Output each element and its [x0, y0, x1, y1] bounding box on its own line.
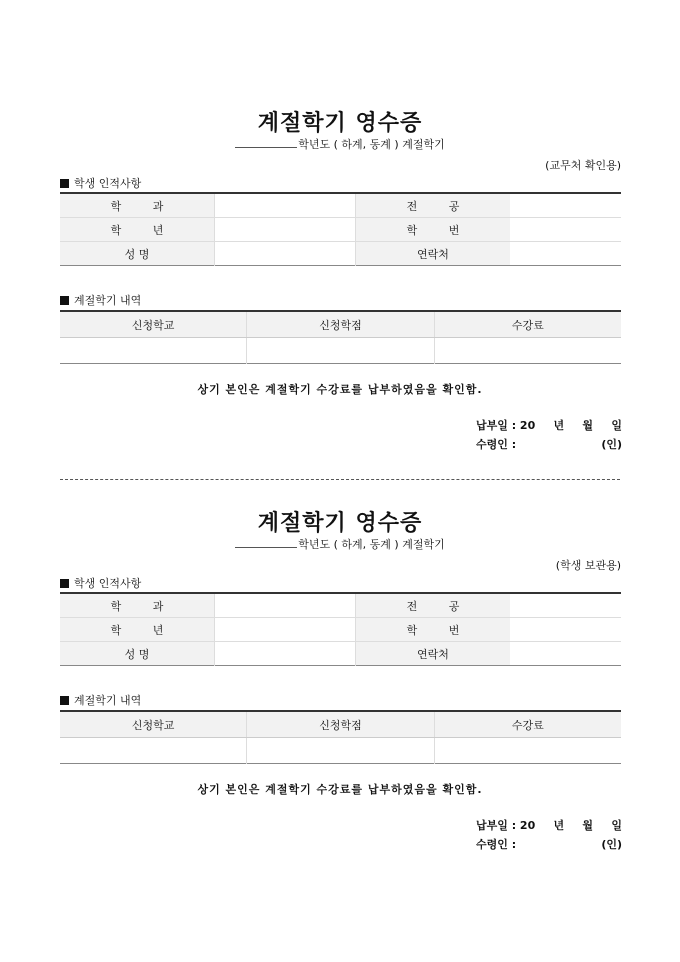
info-value-field[interactable]	[510, 593, 621, 618]
subtitle-text: 학년도 ( 하계, 동계 ) 계절학기	[298, 538, 445, 551]
day-label: 일	[611, 419, 622, 432]
info-label: 학 번	[356, 618, 511, 642]
table-row	[60, 193, 621, 218]
info-value-field[interactable]	[510, 618, 621, 642]
payment-date-line	[476, 417, 622, 433]
credits-field[interactable]	[247, 738, 434, 764]
year-label: 년	[553, 419, 565, 432]
student-info-table	[60, 592, 621, 666]
section-heading-text: 계절학기 내역	[74, 294, 142, 307]
receipt-title: 계절학기 영수증	[257, 511, 423, 536]
table-row	[60, 593, 621, 618]
square-bullet-icon	[60, 179, 69, 188]
payment-date-line	[476, 817, 622, 833]
info-value-field[interactable]	[215, 642, 356, 666]
credits-field[interactable]	[247, 338, 434, 364]
info-label: 학 번	[356, 218, 511, 242]
section-heading-text: 학생 인적사항	[74, 177, 142, 190]
table-row	[60, 338, 621, 364]
info-label: 연락처	[356, 242, 511, 266]
table-header-row	[60, 311, 621, 338]
info-value-field[interactable]	[215, 618, 356, 642]
course-details-table	[60, 310, 621, 364]
seal-label: (인)	[601, 838, 622, 851]
info-value-field[interactable]	[215, 242, 356, 266]
section-heading-student-info	[60, 175, 141, 191]
day-label: 일	[611, 819, 622, 832]
month-label: 월	[582, 819, 594, 832]
payment-date-label: 납부일 : 20	[476, 819, 536, 832]
column-header: 신청학교	[60, 711, 247, 738]
student-info-table	[60, 192, 621, 266]
receiver-label: 수령인 :	[476, 438, 517, 451]
month-label: 월	[582, 419, 594, 432]
fee-field[interactable]	[434, 338, 621, 364]
year-blank[interactable]	[235, 537, 297, 548]
receipt-subtitle	[0, 136, 680, 152]
fee-field[interactable]	[434, 738, 621, 764]
table-header-row	[60, 711, 621, 738]
square-bullet-icon	[60, 296, 69, 305]
subtitle-text: 학년도 ( 하계, 동계 ) 계절학기	[298, 138, 445, 151]
info-value-field[interactable]	[215, 193, 356, 218]
column-header: 수강료	[434, 711, 621, 738]
table-row	[60, 738, 621, 764]
section-heading-text: 계절학기 내역	[74, 694, 142, 707]
receipt-title: 계절학기 영수증	[257, 111, 423, 136]
square-bullet-icon	[60, 579, 69, 588]
column-header: 신청학점	[247, 311, 434, 338]
info-label: 학 년	[60, 218, 215, 242]
cut-line	[60, 479, 620, 480]
course-details-table	[60, 710, 621, 764]
info-value-field[interactable]	[215, 593, 356, 618]
info-label: 학 과	[60, 193, 215, 218]
column-header: 신청학교	[60, 311, 247, 338]
table-row	[60, 218, 621, 242]
info-value-field[interactable]	[510, 642, 621, 666]
school-field[interactable]	[60, 738, 247, 764]
receipt-subtitle	[0, 536, 680, 552]
table-row	[60, 618, 621, 642]
info-label: 연락처	[356, 642, 511, 666]
info-label: 학 과	[60, 593, 215, 618]
receiver-line	[476, 836, 622, 852]
copy-label: (교무처 확인용)	[545, 159, 621, 172]
section-heading-student-info	[60, 575, 141, 591]
info-label: 성 명	[60, 242, 215, 266]
info-label: 성 명	[60, 642, 215, 666]
section-heading-text: 학생 인적사항	[74, 577, 142, 590]
confirmation-statement: 상기 본인은 계절학기 수강료를 납부하였음을 확인함.	[197, 383, 483, 396]
info-value-field[interactable]	[510, 218, 621, 242]
info-value-field[interactable]	[215, 218, 356, 242]
receiver-line	[476, 436, 622, 452]
school-field[interactable]	[60, 338, 247, 364]
info-label: 학 년	[60, 618, 215, 642]
year-blank[interactable]	[235, 137, 297, 148]
info-label: 전 공	[356, 193, 511, 218]
column-header: 신청학점	[247, 711, 434, 738]
table-row	[60, 242, 621, 266]
info-value-field[interactable]	[510, 242, 621, 266]
year-label: 년	[553, 819, 565, 832]
confirmation-statement: 상기 본인은 계절학기 수강료를 납부하였음을 확인함.	[197, 783, 483, 796]
payment-date-label: 납부일 : 20	[476, 419, 536, 432]
section-heading-course-details	[60, 692, 141, 708]
copy-label: (학생 보관용)	[555, 559, 621, 572]
info-value-field[interactable]	[510, 193, 621, 218]
section-heading-course-details	[60, 292, 141, 308]
column-header: 수강료	[434, 311, 621, 338]
table-row	[60, 642, 621, 666]
info-label: 전 공	[356, 593, 511, 618]
seal-label: (인)	[601, 438, 622, 451]
receiver-label: 수령인 :	[476, 838, 517, 851]
square-bullet-icon	[60, 696, 69, 705]
